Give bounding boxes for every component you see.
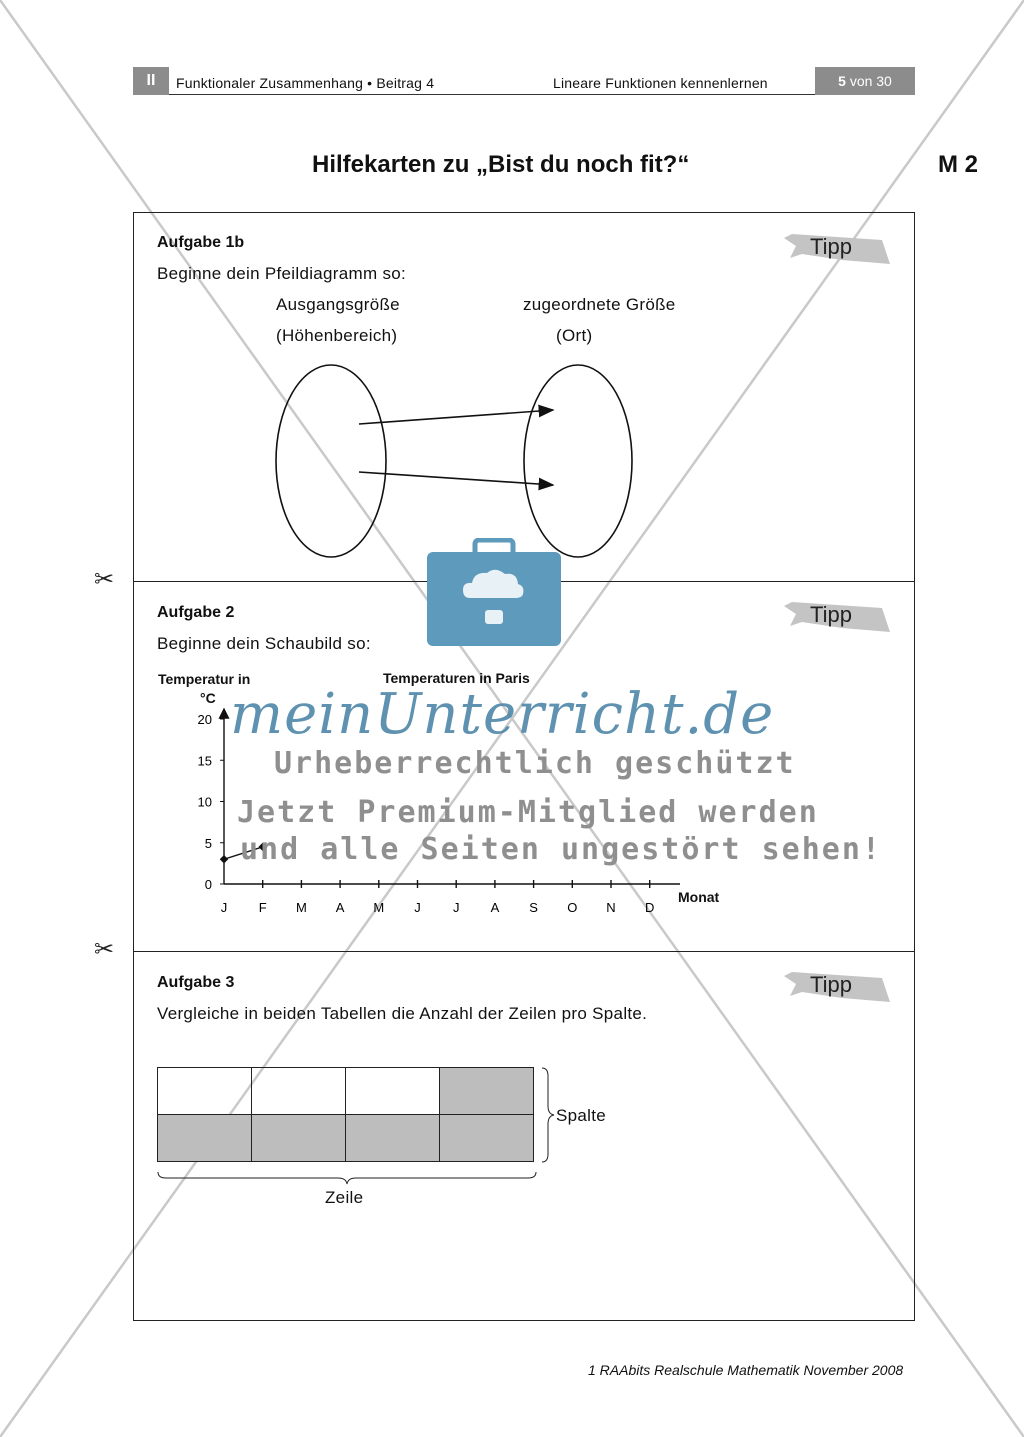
x-tick-label: N (606, 900, 616, 915)
material-number: M 2 (938, 151, 979, 178)
page-indicator (815, 67, 915, 95)
table-cell-shaded (252, 1115, 346, 1162)
header-rule (169, 94, 815, 95)
x-tick-label: F (258, 900, 267, 915)
row-label: Zeile (325, 1188, 364, 1207)
x-tick-label: J (414, 900, 421, 915)
x-tick-label: M (295, 900, 307, 915)
table-cell-shaded (346, 1115, 440, 1162)
x-tick-label: J (220, 900, 228, 915)
header-series: Funktionaler Zusammenhang • Beitrag 4 (176, 75, 435, 91)
chart-ylabel: Temperatur in (158, 671, 251, 687)
table-cell-shaded (440, 1068, 534, 1115)
table-cell-shaded (158, 1115, 252, 1162)
x-tick-label: D (645, 900, 655, 915)
scissors-icon: ✂ (94, 566, 115, 593)
y-tick-label: 20 (197, 712, 212, 727)
x-tick-label: M (373, 900, 385, 915)
domain-sublabel: (Höhenbereich) (276, 326, 398, 345)
scissors-icon: ✂ (94, 936, 115, 963)
table-cell (252, 1068, 346, 1115)
codomain-sublabel: (Ort) (556, 326, 593, 345)
page-total: von 30 (849, 73, 892, 89)
domain-label: Ausgangsgröße (276, 295, 400, 314)
column-label: Spalte (556, 1106, 607, 1125)
x-tick-label: S (529, 900, 538, 915)
section-badge: II (133, 67, 169, 95)
domain-ellipse (276, 365, 386, 557)
y-tick-label: 10 (197, 794, 212, 810)
y-tick-label: 5 (204, 835, 212, 851)
watermark-line-3: und alle Seiten ungestört sehen! (240, 832, 882, 867)
tipp-label: Tipp (810, 234, 852, 259)
task-3-instruction: Vergleiche in beiden Tabellen die Anzahl der Zeilen pro Spalte. (157, 1004, 648, 1023)
x-tick-label: A (335, 900, 345, 915)
watermark-line-2: Jetzt Premium-Mitglied werden (237, 795, 819, 830)
page-number: 5 (838, 73, 846, 89)
footer-source: 1 RAAbits Realschule Mathematik November 2008 (588, 1362, 904, 1378)
watermark-line-1: Urheberrechtlich geschützt (274, 746, 796, 781)
codomain-label: zugeordnete Größe (523, 295, 676, 314)
task-1b-instruction: Beginne dein Pfeildiagramm so: (157, 264, 407, 283)
x-tick-label: A (490, 900, 500, 915)
task-1b-title: Aufgabe 1b (157, 234, 245, 251)
example-table (157, 1067, 534, 1162)
x-tick-label: O (567, 900, 578, 915)
chart-xlabel: Monat (678, 889, 720, 905)
chart-title: Temperaturen in Paris (383, 670, 530, 686)
page-title: Hilfekarten zu „Bist du noch fit?“ (312, 151, 690, 178)
table-cell (158, 1068, 252, 1115)
task-3-title: Aufgabe 3 (157, 974, 235, 991)
tipp-label: Tipp (810, 972, 852, 997)
briefcase-cloud-icon (425, 538, 563, 648)
table-cell (346, 1068, 440, 1115)
arrow-diagram (270, 360, 640, 565)
mapping-arrow (359, 410, 553, 424)
header-topic: Lineare Funktionen kennenlernen (553, 75, 768, 91)
table-cell-shaded (440, 1115, 534, 1162)
row-brace (156, 1170, 540, 1188)
task-2-title: Aufgabe 2 (157, 604, 235, 621)
cut-line-2 (133, 951, 915, 952)
x-tick-label: J (452, 900, 460, 915)
watermark-brand: meinUnterricht.de (230, 682, 775, 747)
chart-ylabel-unit: °C (200, 690, 216, 706)
y-tick-label: 15 (197, 753, 212, 769)
tipp-label: Tipp (810, 602, 852, 627)
y-tick-label: 0 (204, 877, 212, 892)
codomain-ellipse (524, 365, 632, 557)
data-point (220, 855, 228, 863)
task-2-instruction: Beginne dein Schaubild so: (157, 634, 371, 653)
